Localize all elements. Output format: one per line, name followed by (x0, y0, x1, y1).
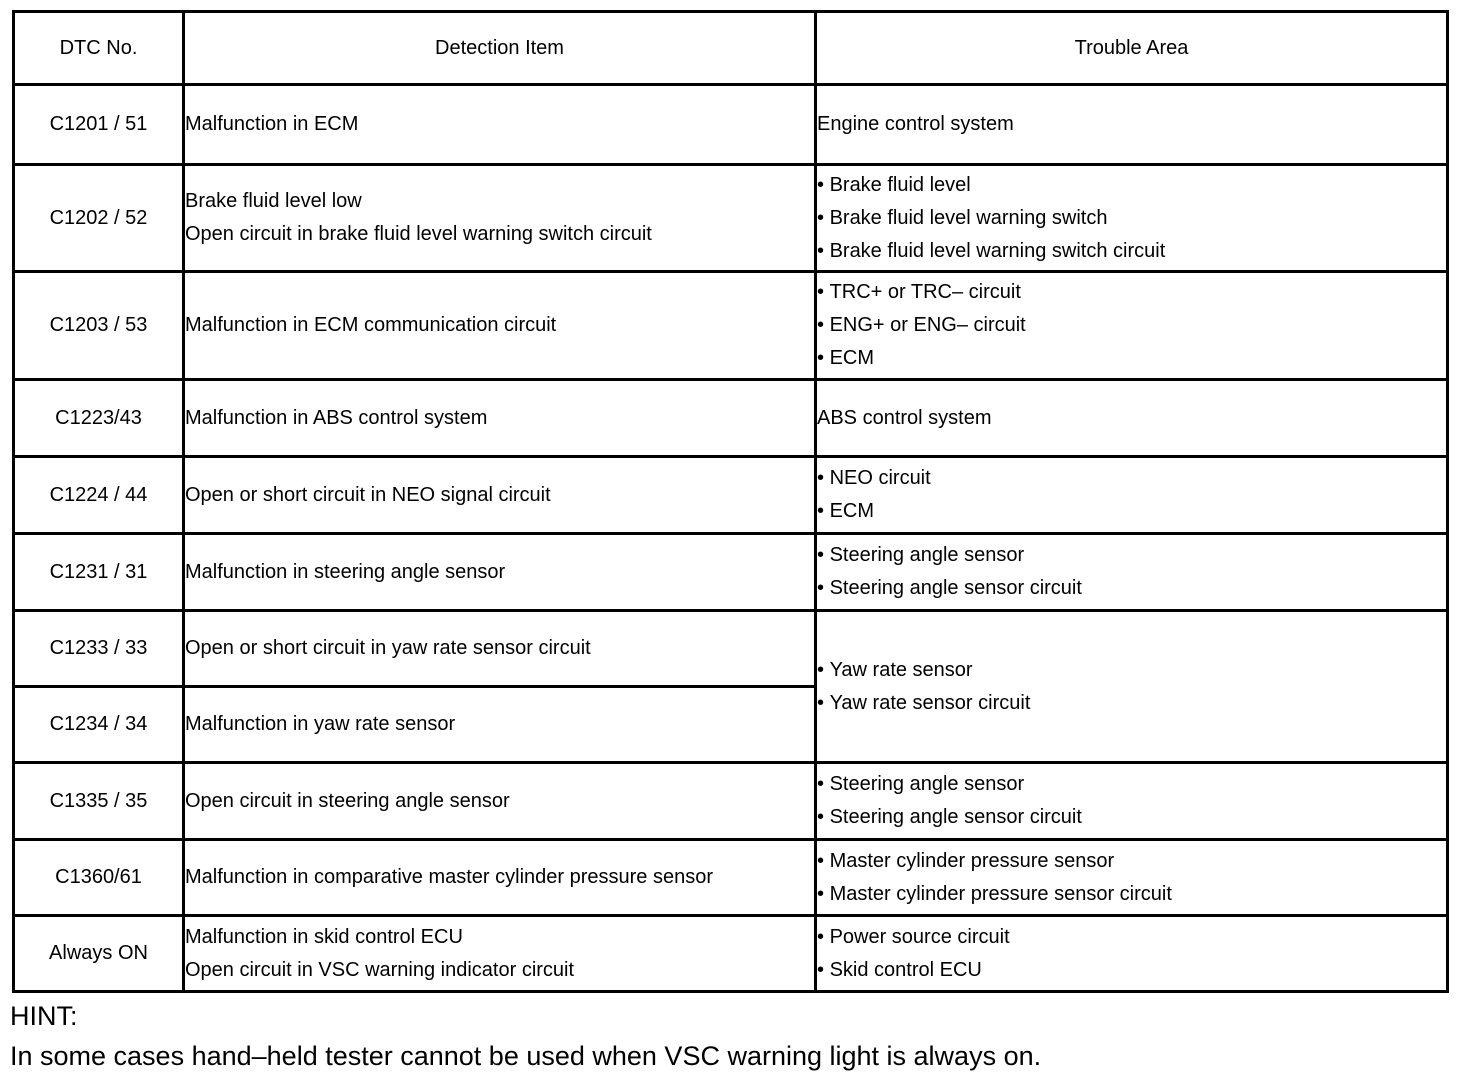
dtc-table (12, 10, 1449, 993)
detection-line: Brake fluid level low (185, 190, 362, 212)
detection-line: Open circuit in steering angle sensor (185, 789, 510, 812)
table-row (14, 916, 1448, 992)
detection-item (184, 165, 816, 272)
detection-item (184, 380, 816, 457)
detection-item (184, 763, 816, 840)
trouble-line: • Master cylinder pressure sensor (817, 845, 1446, 878)
trouble-line: • Brake fluid level warning switch (817, 202, 1446, 235)
hint-label: HINT: (10, 1001, 78, 1031)
detection-line: Open circuit in VSC warning indicator circuit (185, 958, 575, 981)
hint-text: In some cases hand–held tester cannot be used when VSC warning light is always on. (10, 1041, 1042, 1071)
detection-line: Open circuit in brake fluid level warning switch circuit (185, 223, 652, 245)
trouble-area (816, 380, 1448, 457)
table-row (14, 763, 1448, 840)
trouble-area (816, 272, 1448, 380)
trouble-area (816, 457, 1448, 534)
detection-line: Open or short circuit in NEO signal circuit (185, 483, 551, 506)
dtc-code: C1224 / 44 (14, 457, 184, 534)
trouble-line: • NEO circuit (817, 462, 1446, 495)
detection-item (184, 916, 816, 992)
table-row (14, 165, 1448, 272)
table-row (14, 85, 1448, 165)
trouble-line: • TRC+ or TRC– circuit (817, 276, 1446, 309)
header-dtc-no: DTC No. (14, 12, 184, 85)
detection-line: Malfunction in ECM communication circuit (185, 314, 557, 336)
detection-line: Malfunction in comparative master cylinder pressure sensor (185, 866, 713, 888)
trouble-line: • Yaw rate sensor (817, 654, 1446, 687)
detection-item (184, 611, 816, 687)
table-row (14, 457, 1448, 534)
trouble-line: Engine control system (817, 113, 1014, 135)
dtc-code: C1203 / 53 (14, 272, 184, 380)
trouble-line: • Steering angle sensor (817, 539, 1446, 572)
header-detection-item: Detection Item (184, 12, 816, 85)
dtc-code: C1360/61 (14, 840, 184, 916)
table-row (14, 840, 1448, 916)
trouble-line: • ECM (817, 495, 1446, 528)
dtc-code: C1234 / 34 (14, 687, 184, 763)
trouble-line: • ECM (817, 342, 1446, 375)
trouble-line: • Steering angle sensor circuit (817, 572, 1446, 605)
trouble-area (816, 165, 1448, 272)
detection-item (184, 457, 816, 534)
table-row (14, 272, 1448, 380)
trouble-area (816, 85, 1448, 165)
trouble-area (816, 916, 1448, 992)
trouble-area (816, 763, 1448, 840)
header-trouble-area: Trouble Area (816, 12, 1448, 85)
dtc-code: C1231 / 31 (14, 534, 184, 611)
trouble-line: • Master cylinder pressure sensor circuit (817, 878, 1446, 911)
table-row (14, 380, 1448, 457)
detection-line: Open or short circuit in yaw rate sensor circuit (185, 637, 591, 659)
detection-item (184, 534, 816, 611)
trouble-line: • Steering angle sensor circuit (817, 801, 1446, 834)
dtc-code: C1202 / 52 (14, 165, 184, 272)
detection-item (184, 272, 816, 380)
detection-item (184, 687, 816, 763)
detection-line: Malfunction in skid control ECU (185, 925, 463, 948)
trouble-line: ABS control system (817, 406, 992, 429)
dtc-code: C1233 / 33 (14, 611, 184, 687)
detection-line: Malfunction in ECM (185, 113, 359, 135)
table-row (14, 611, 1448, 687)
detection-line: Malfunction in yaw rate sensor (185, 713, 456, 735)
detection-line: Malfunction in steering angle sensor (185, 560, 506, 583)
trouble-area (816, 534, 1448, 611)
detection-item (184, 85, 816, 165)
dtc-code: C1201 / 51 (14, 85, 184, 165)
detection-line: Malfunction in ABS control system (185, 406, 488, 429)
trouble-area (816, 840, 1448, 916)
dtc-code: C1223/43 (14, 380, 184, 457)
dtc-code: Always ON (14, 916, 184, 992)
detection-item (184, 840, 816, 916)
trouble-line: • Brake fluid level warning switch circuit (817, 235, 1446, 268)
table-row (14, 534, 1448, 611)
trouble-line: • Brake fluid level (817, 169, 1446, 202)
trouble-line: • Steering angle sensor (817, 768, 1446, 801)
hint-section (10, 996, 1450, 1076)
trouble-area (816, 611, 1448, 763)
trouble-line: • Yaw rate sensor circuit (817, 687, 1446, 720)
trouble-line: • Power source circuit (817, 921, 1446, 954)
trouble-line: • Skid control ECU (817, 954, 1446, 987)
trouble-line: • ENG+ or ENG– circuit (817, 309, 1446, 342)
dtc-code: C1335 / 35 (14, 763, 184, 840)
header-row (14, 12, 1448, 85)
